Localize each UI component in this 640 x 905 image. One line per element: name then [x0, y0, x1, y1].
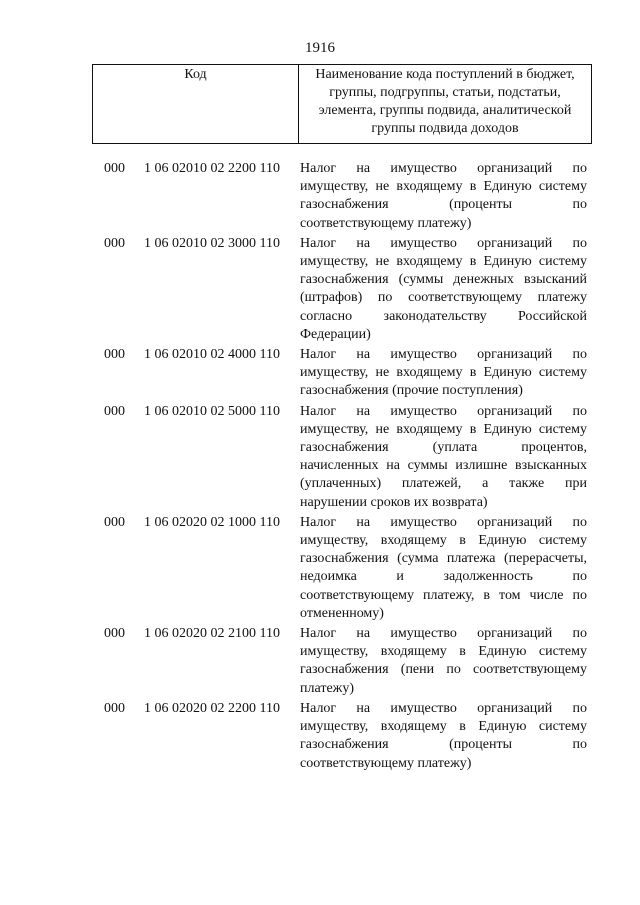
table-row [0, 403, 640, 512]
revenue-code: 1 06 02010 02 4000 110 [144, 347, 280, 363]
revenue-code: 1 06 02020 02 2200 110 [144, 700, 280, 716]
admin-code: 000 [104, 514, 125, 530]
table-row [0, 700, 640, 773]
admin-code: 000 [104, 403, 125, 419]
revenue-code: 1 06 02010 02 2200 110 [144, 161, 280, 176]
page-number: 1916 [305, 40, 335, 56]
table-row [0, 235, 640, 344]
admin-code: 000 [104, 235, 125, 251]
admin-code: 000 [104, 161, 125, 176]
revenue-code: 1 06 02020 02 1000 110 [144, 514, 280, 530]
header-code-label: Код [184, 67, 207, 82]
table-row [0, 346, 640, 401]
revenue-description: Налог на имущество организаций по имуществу, входящему в Единую систему газоснабжения (сумма платежа (перерасчеты, недоимка и задолженность по соответствующему платежу, в том числе по отмененному) [300, 514, 587, 621]
revenue-code: 1 06 02010 02 3000 110 [144, 235, 280, 251]
code-list [0, 160, 640, 775]
header-code-cell [93, 65, 299, 144]
header-row [93, 65, 592, 144]
revenue-description: Налог на имущество организаций по имуществу, не входящему в Единую систему газоснабжения (суммы денежных взысканий (штрафов) по соответствующему платежу согласно законодательству Российской Федерации) [300, 235, 587, 342]
header-name-label: Наименование кода поступлений в бюджет, группы, подгруппы, статьи, подстатьи, элемента, группы подвида, аналитической группы подвида доходов [315, 67, 575, 136]
revenue-description: Налог на имущество организаций по имуществу, не входящему в Единую систему газоснабжения (уплата процентов, начисленных на суммы излишне взысканных (уплаченных) платежей, а также при нарушении сроков их возврата) [300, 403, 587, 510]
revenue-description: Налог на имущество организаций по имуществу, не входящему в Единую систему газоснабжения (прочие поступления) [300, 347, 587, 399]
admin-code: 000 [104, 700, 125, 716]
table-row [0, 160, 640, 233]
revenue-description: Налог на имущество организаций по имуществу, входящему в Единую систему газоснабжения (пени по соответствующему платежу) [300, 626, 587, 696]
admin-code: 000 [104, 347, 125, 363]
revenue-description: Налог на имущество организаций по имуществу, не входящему в Единую систему газоснабжения (проценты по соответствующему платежу) [300, 161, 587, 231]
revenue-code: 1 06 02010 02 5000 110 [144, 403, 280, 419]
revenue-code: 1 06 02020 02 2100 110 [144, 626, 280, 642]
header-table [92, 64, 592, 144]
admin-code: 000 [104, 626, 125, 642]
table-row [0, 625, 640, 698]
revenue-description: Налог на имущество организаций по имуществу, входящему в Единую систему газоснабжения (проценты по соответствующему платежу) [300, 700, 587, 771]
table-row [0, 514, 640, 623]
header-name-cell [299, 65, 592, 144]
